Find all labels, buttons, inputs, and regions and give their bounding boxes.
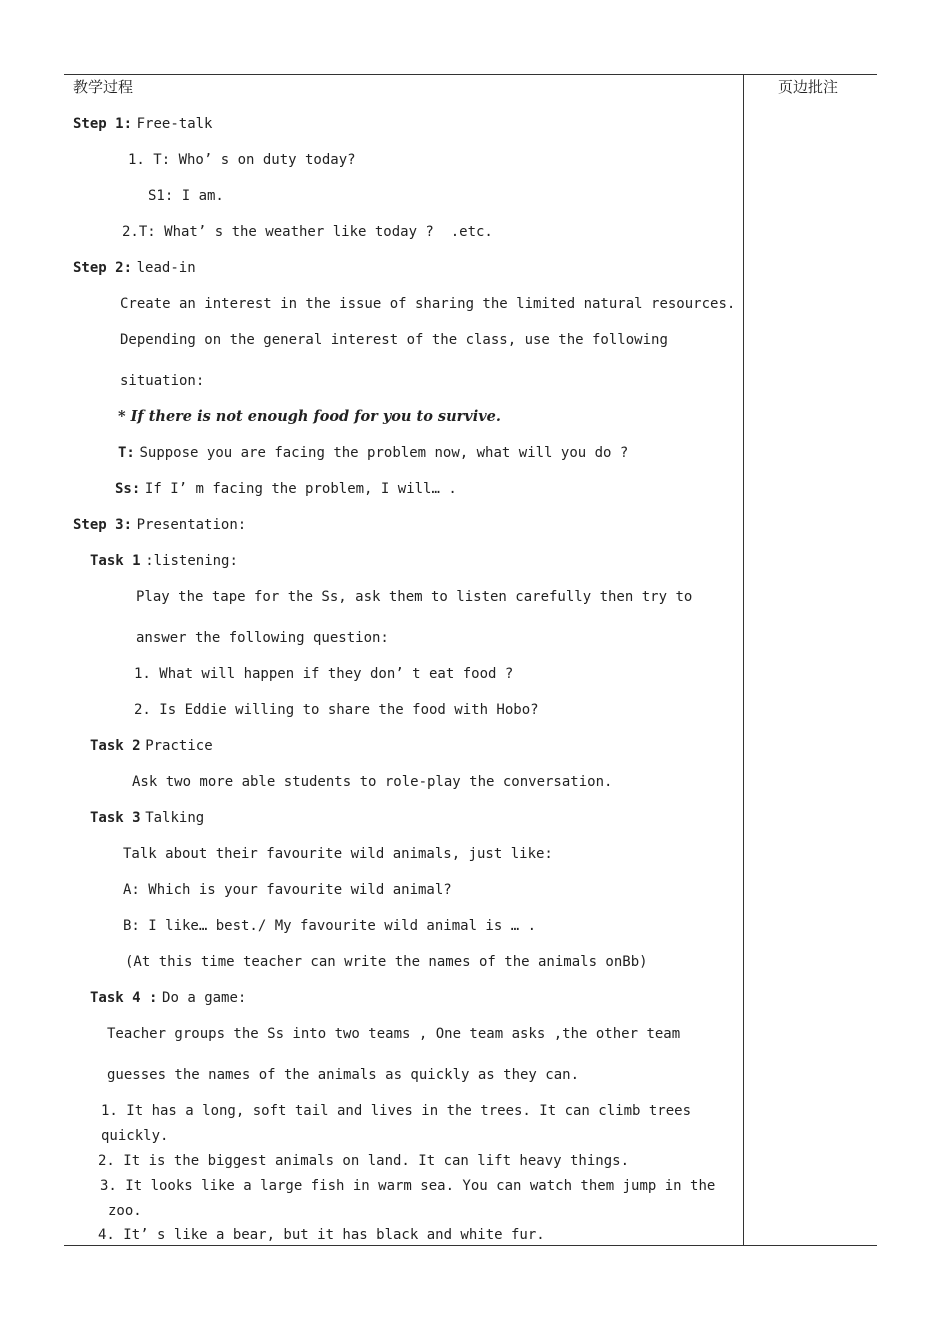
task-1-question: 1. What will happen if they don’ t eat food ? <box>134 666 514 682</box>
step-2-teacher-line <box>118 444 628 462</box>
step-label: Step 3: <box>73 517 133 533</box>
step-1-line: 1. T: Who’ s on duty today? <box>128 152 356 168</box>
column-header-teaching-process: 教学过程 <box>73 78 134 96</box>
step-2-students-line <box>115 480 457 498</box>
task-label: Task 2 <box>90 738 141 754</box>
task-title: Do a game: <box>162 990 247 1006</box>
task-title: Practice <box>145 738 213 754</box>
task-4-clue: 2. It is the biggest animals on land. It can lift heavy things. <box>98 1153 630 1169</box>
step-1-line: 2.T: What’ s the weather like today ? .etc. <box>122 224 493 240</box>
step-1-line: S1: I am. <box>148 188 224 204</box>
task-title: Talking <box>145 810 205 826</box>
task-label: Task 1 <box>90 553 141 569</box>
task-3-paragraph: Talk about their favourite wild animals, just like: <box>123 846 553 862</box>
task-4-heading <box>90 989 246 1007</box>
task-2-paragraph: Ask two more able students to role-play the conversation. <box>132 774 613 790</box>
table-column-divider <box>743 74 744 1246</box>
task-1-paragraph: answer the following question: <box>136 630 389 646</box>
task-4-clue: 4. It’ s like a bear, but it has black and white fur. <box>98 1227 545 1243</box>
table-bottom-rule <box>64 1245 877 1246</box>
task-3-note: (At this time teacher can write the names of the animals onBb) <box>125 954 648 970</box>
step-label: Step 1: <box>73 116 133 132</box>
step-1-heading <box>73 115 212 133</box>
step-2-paragraph: Create an interest in the issue of sharing the limited natural resources. <box>120 296 736 312</box>
task-label: Task 4 : <box>90 990 158 1006</box>
task-1-question: 2. Is Eddie willing to share the food with Hobo? <box>134 702 539 718</box>
step-2-paragraph: Depending on the general interest of the class, use the following <box>120 332 668 348</box>
task-4-clue: zoo. <box>108 1203 142 1219</box>
speaker-text: If I’ m facing the problem, I will… . <box>144 481 457 497</box>
task-title: :listening: <box>145 553 238 569</box>
step-2-situation: * If there is not enough food for you to survive. <box>118 408 501 425</box>
table-top-rule <box>64 74 877 75</box>
speaker-label: T: <box>118 445 135 461</box>
task-4-clue: 1. It has a long, soft tail and lives in the trees. It can climb trees <box>101 1103 692 1119</box>
task-4-clue: quickly. <box>101 1128 169 1144</box>
step-title: lead-in <box>136 260 196 276</box>
step-2-heading <box>73 259 196 277</box>
task-label: Task 3 <box>90 810 141 826</box>
step-2-paragraph: situation: <box>120 373 205 389</box>
task-3-dialogue-b: B: I like… best./ My favourite wild animal is … . <box>123 918 537 934</box>
task-4-paragraph: guesses the names of the animals as quickly as they can. <box>107 1067 580 1083</box>
task-2-heading <box>90 737 213 755</box>
task-4-clue: 3. It looks like a large fish in warm sea. You can watch them jump in the <box>100 1178 716 1194</box>
task-3-dialogue-a: A: Which is your favourite wild animal? <box>123 882 452 898</box>
step-3-heading <box>73 516 246 534</box>
task-4-paragraph: Teacher groups the Ss into two teams , One team asks ,the other team <box>107 1026 681 1042</box>
speaker-label: Ss: <box>115 481 141 497</box>
column-header-margin-notes: 页边批注 <box>778 78 839 96</box>
task-3-heading <box>90 809 204 827</box>
task-1-heading <box>90 552 238 570</box>
step-title: Presentation: <box>136 517 247 533</box>
speaker-text: Suppose you are facing the problem now, what will you do ? <box>139 445 629 461</box>
step-label: Step 2: <box>73 260 133 276</box>
step-title: Free-talk <box>136 116 213 132</box>
task-1-paragraph: Play the tape for the Ss, ask them to listen carefully then try to <box>136 589 693 605</box>
